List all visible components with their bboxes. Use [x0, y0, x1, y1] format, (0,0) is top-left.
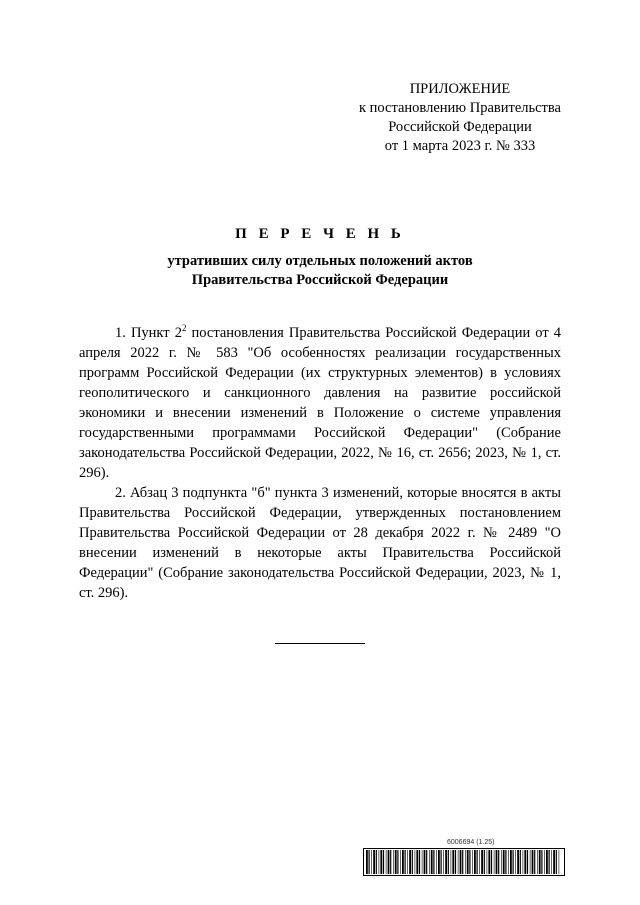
item-prefix: 1. Пункт 2 [115, 324, 182, 341]
subtitle-line: Правительства Российской Федерации [191, 272, 449, 288]
separator-line [275, 643, 365, 644]
appendix-line: к постановлению Правительства [359, 100, 561, 116]
document-title: П Е Р Е Ч Е Н Ь [235, 226, 405, 242]
appendix-block [330, 80, 590, 156]
appendix-title: ПРИЛОЖЕНИЕ [409, 81, 511, 97]
barcode-number: 6006694 (1.25) [447, 839, 495, 846]
appendix-line: Российской Федерации [388, 119, 532, 135]
item-text: постановления Правительства Российской Федерации от 4 апреля 2022 г. № 583 "Об особенностях реализации государственных программ Российской Федерации (их структурных элементов) в условиях геополитического и санкционного давления на развитие российской экономики и внесении изменений в Положение о системе управления государственными программами Российской Федерации" (Собрание законодательства Российской Федерации, 2022, № 16, ст. 2656; 2023, № 1, ст. 296). [79, 324, 561, 481]
document-body [79, 318, 561, 603]
document-subtitle [80, 252, 560, 290]
list-item [79, 483, 561, 603]
appendix-date: от 1 марта 2023 г. № 333 [384, 138, 536, 154]
list-item [79, 318, 561, 483]
item-superscript: 2 [181, 323, 187, 333]
subtitle-line: утративших силу отдельных положений актов [167, 253, 473, 269]
barcode [363, 848, 565, 876]
item-text: 2. Абзац 3 подпункта "б" пункта 3 изменений, которые вносятся в акты Правительства Российской Федерации, утвержденных постановлением Правительства Российской Федерации от 28 декабря 2022 г. № 2489 "О внесении изменений в некоторые акты Правительства Российской Федерации" (Собрание законодательства Российской Федерации, 2023, № 1, ст. 296). [79, 484, 561, 601]
